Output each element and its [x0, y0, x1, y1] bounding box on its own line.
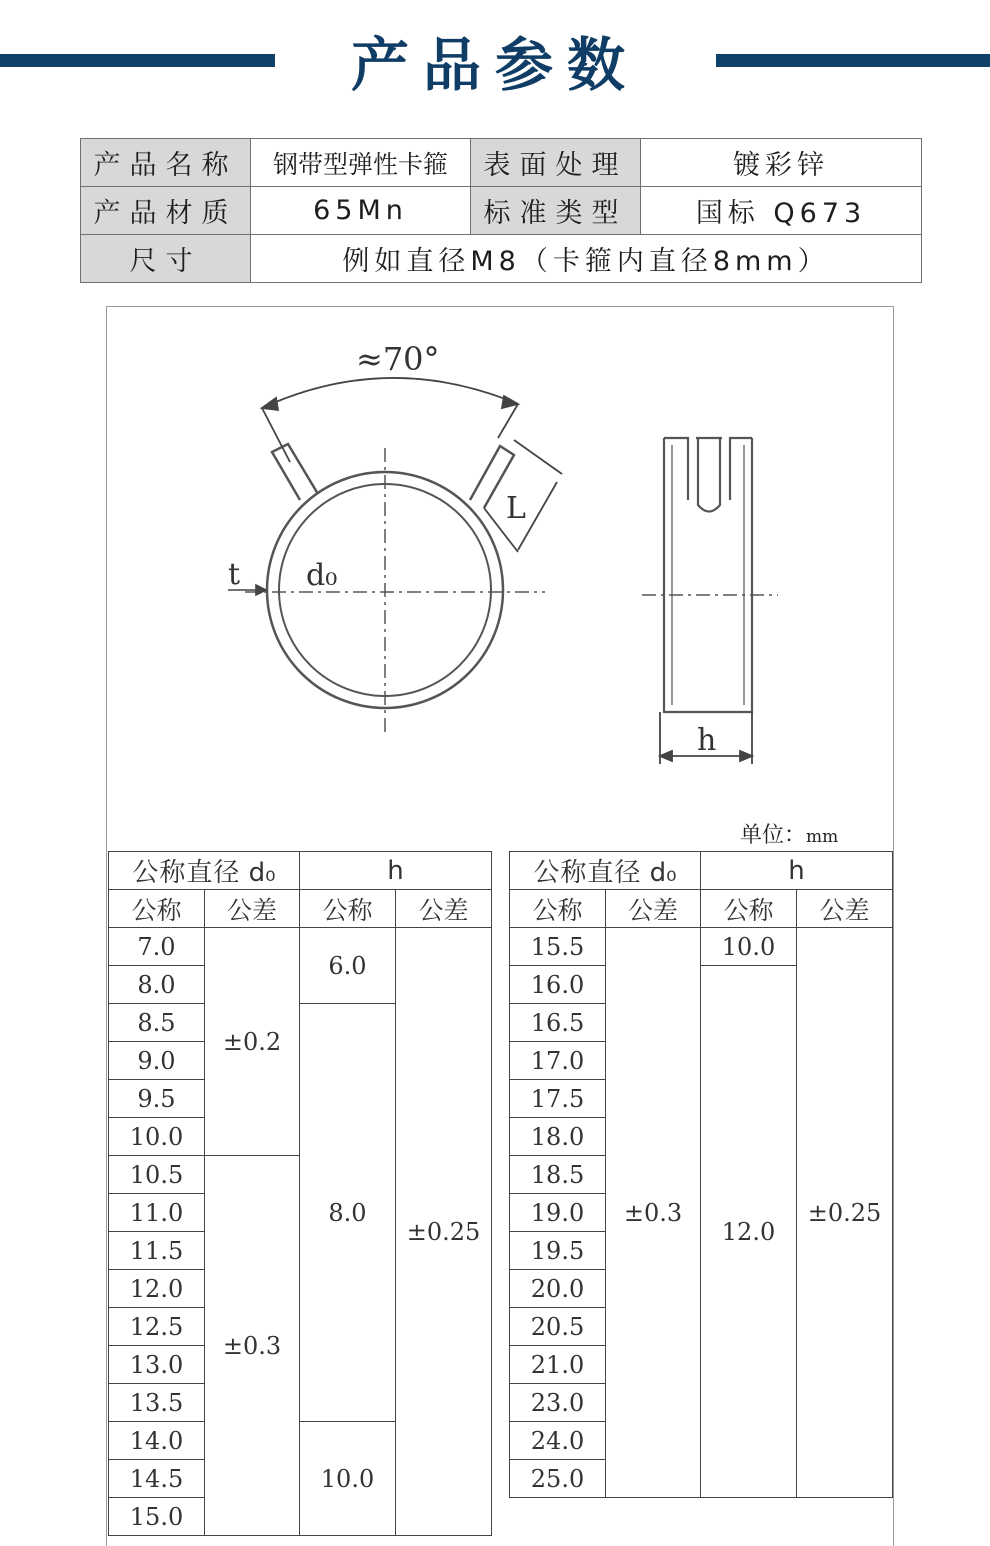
- d-tolerance-cell: ±0.3: [606, 928, 701, 1498]
- d-nominal-cell: 9.5: [109, 1080, 205, 1118]
- tolerance-header: 公差: [797, 890, 893, 928]
- h-label: h: [697, 723, 717, 758]
- d-nominal-cell: 18.5: [510, 1156, 606, 1194]
- t-label: t: [228, 557, 241, 592]
- d-nominal-cell: 15.5: [510, 928, 606, 966]
- d-nominal-cell: 9.0: [109, 1042, 205, 1080]
- tolerance-header: 公差: [606, 890, 701, 928]
- d-nominal-cell: 20.5: [510, 1308, 606, 1346]
- h-nominal-cell: 6.0: [300, 928, 396, 1004]
- h-tolerance-cell: ±0.25: [797, 928, 893, 1498]
- h-tolerance-cell: ±0.25: [396, 928, 492, 1536]
- d-nominal-cell: 21.0: [510, 1346, 606, 1384]
- info-key: 表面处理: [471, 139, 641, 187]
- diameter-header: 公称直径 d₀: [510, 852, 701, 890]
- info-value: 例如直径M8（卡箍内直径8mm）: [251, 235, 922, 283]
- info-value: 镀彩锌: [641, 139, 922, 187]
- h-nominal-cell: 10.0: [701, 928, 797, 966]
- d-nominal-cell: 20.0: [510, 1270, 606, 1308]
- d-nominal-cell: 18.0: [510, 1118, 606, 1156]
- d-nominal-cell: 13.0: [109, 1346, 205, 1384]
- nominal-header: 公称: [701, 890, 797, 928]
- d-nominal-cell: 8.0: [109, 966, 205, 1004]
- spec-table-right: [509, 851, 893, 1498]
- info-key: 产品材质: [81, 187, 251, 235]
- clamp-lug-left: [272, 444, 318, 500]
- info-value: 钢带型弹性卡箍: [251, 139, 471, 187]
- d-nominal-cell: 8.5: [109, 1004, 205, 1042]
- spec-table-left: [108, 851, 492, 1536]
- h-nominal-cell: 12.0: [701, 966, 797, 1498]
- unit-value: mm: [806, 827, 839, 847]
- d-nominal-cell: 19.0: [510, 1194, 606, 1232]
- angle-label: ≈70°: [356, 340, 440, 378]
- d-nominal-cell: 16.0: [510, 966, 606, 1004]
- info-value: 国标 Q673: [641, 187, 922, 235]
- d-nominal-cell: 23.0: [510, 1384, 606, 1422]
- d-nominal-cell: 10.5: [109, 1156, 205, 1194]
- d-nominal-cell: 7.0: [109, 928, 205, 966]
- h-nominal-cell: 10.0: [300, 1422, 396, 1536]
- h-nominal-cell: 8.0: [300, 1004, 396, 1422]
- h-header: h: [300, 852, 492, 890]
- info-value: 65Mn: [251, 187, 471, 235]
- d-nominal-cell: 16.5: [510, 1004, 606, 1042]
- info-key: 尺寸: [81, 235, 251, 283]
- clamp-front-view: [267, 444, 514, 708]
- d-nominal-cell: 19.5: [510, 1232, 606, 1270]
- d-nominal-cell: 11.5: [109, 1232, 205, 1270]
- d-nominal-cell: 14.0: [109, 1422, 205, 1460]
- page-title: 产品参数: [350, 31, 639, 99]
- diameter-header: 公称直径 d₀: [109, 852, 300, 890]
- d-nominal-cell: 13.5: [109, 1384, 205, 1422]
- d-nominal-cell: 14.5: [109, 1460, 205, 1498]
- d-nominal-cell: 24.0: [510, 1422, 606, 1460]
- tolerance-header: 公差: [205, 890, 300, 928]
- tolerance-header: 公差: [396, 890, 492, 928]
- nominal-header: 公称: [109, 890, 205, 928]
- unit-text: 单位：: [740, 823, 807, 848]
- d-nominal-cell: 11.0: [109, 1194, 205, 1232]
- d-nominal-cell: 25.0: [510, 1460, 606, 1498]
- d-nominal-cell: 12.5: [109, 1308, 205, 1346]
- info-key: 产品名称: [81, 139, 251, 187]
- L-label: L: [506, 491, 526, 526]
- nominal-header: 公称: [510, 890, 606, 928]
- d-nominal-cell: 15.0: [109, 1498, 205, 1536]
- d0-label: d₀: [306, 558, 338, 593]
- h-header: h: [701, 852, 893, 890]
- d-nominal-cell: 10.0: [109, 1118, 205, 1156]
- d-nominal-cell: 17.0: [510, 1042, 606, 1080]
- unit-label: [740, 818, 838, 849]
- d-nominal-cell: 17.5: [510, 1080, 606, 1118]
- clamp-side-view: [664, 438, 752, 712]
- d-tolerance-cell: ±0.3: [205, 1156, 300, 1536]
- d-nominal-cell: 12.0: [109, 1270, 205, 1308]
- info-key: 标准类型: [471, 187, 641, 235]
- d-tolerance-cell: ±0.2: [205, 928, 300, 1156]
- angle-dimension: [262, 378, 518, 462]
- nominal-header: 公称: [300, 890, 396, 928]
